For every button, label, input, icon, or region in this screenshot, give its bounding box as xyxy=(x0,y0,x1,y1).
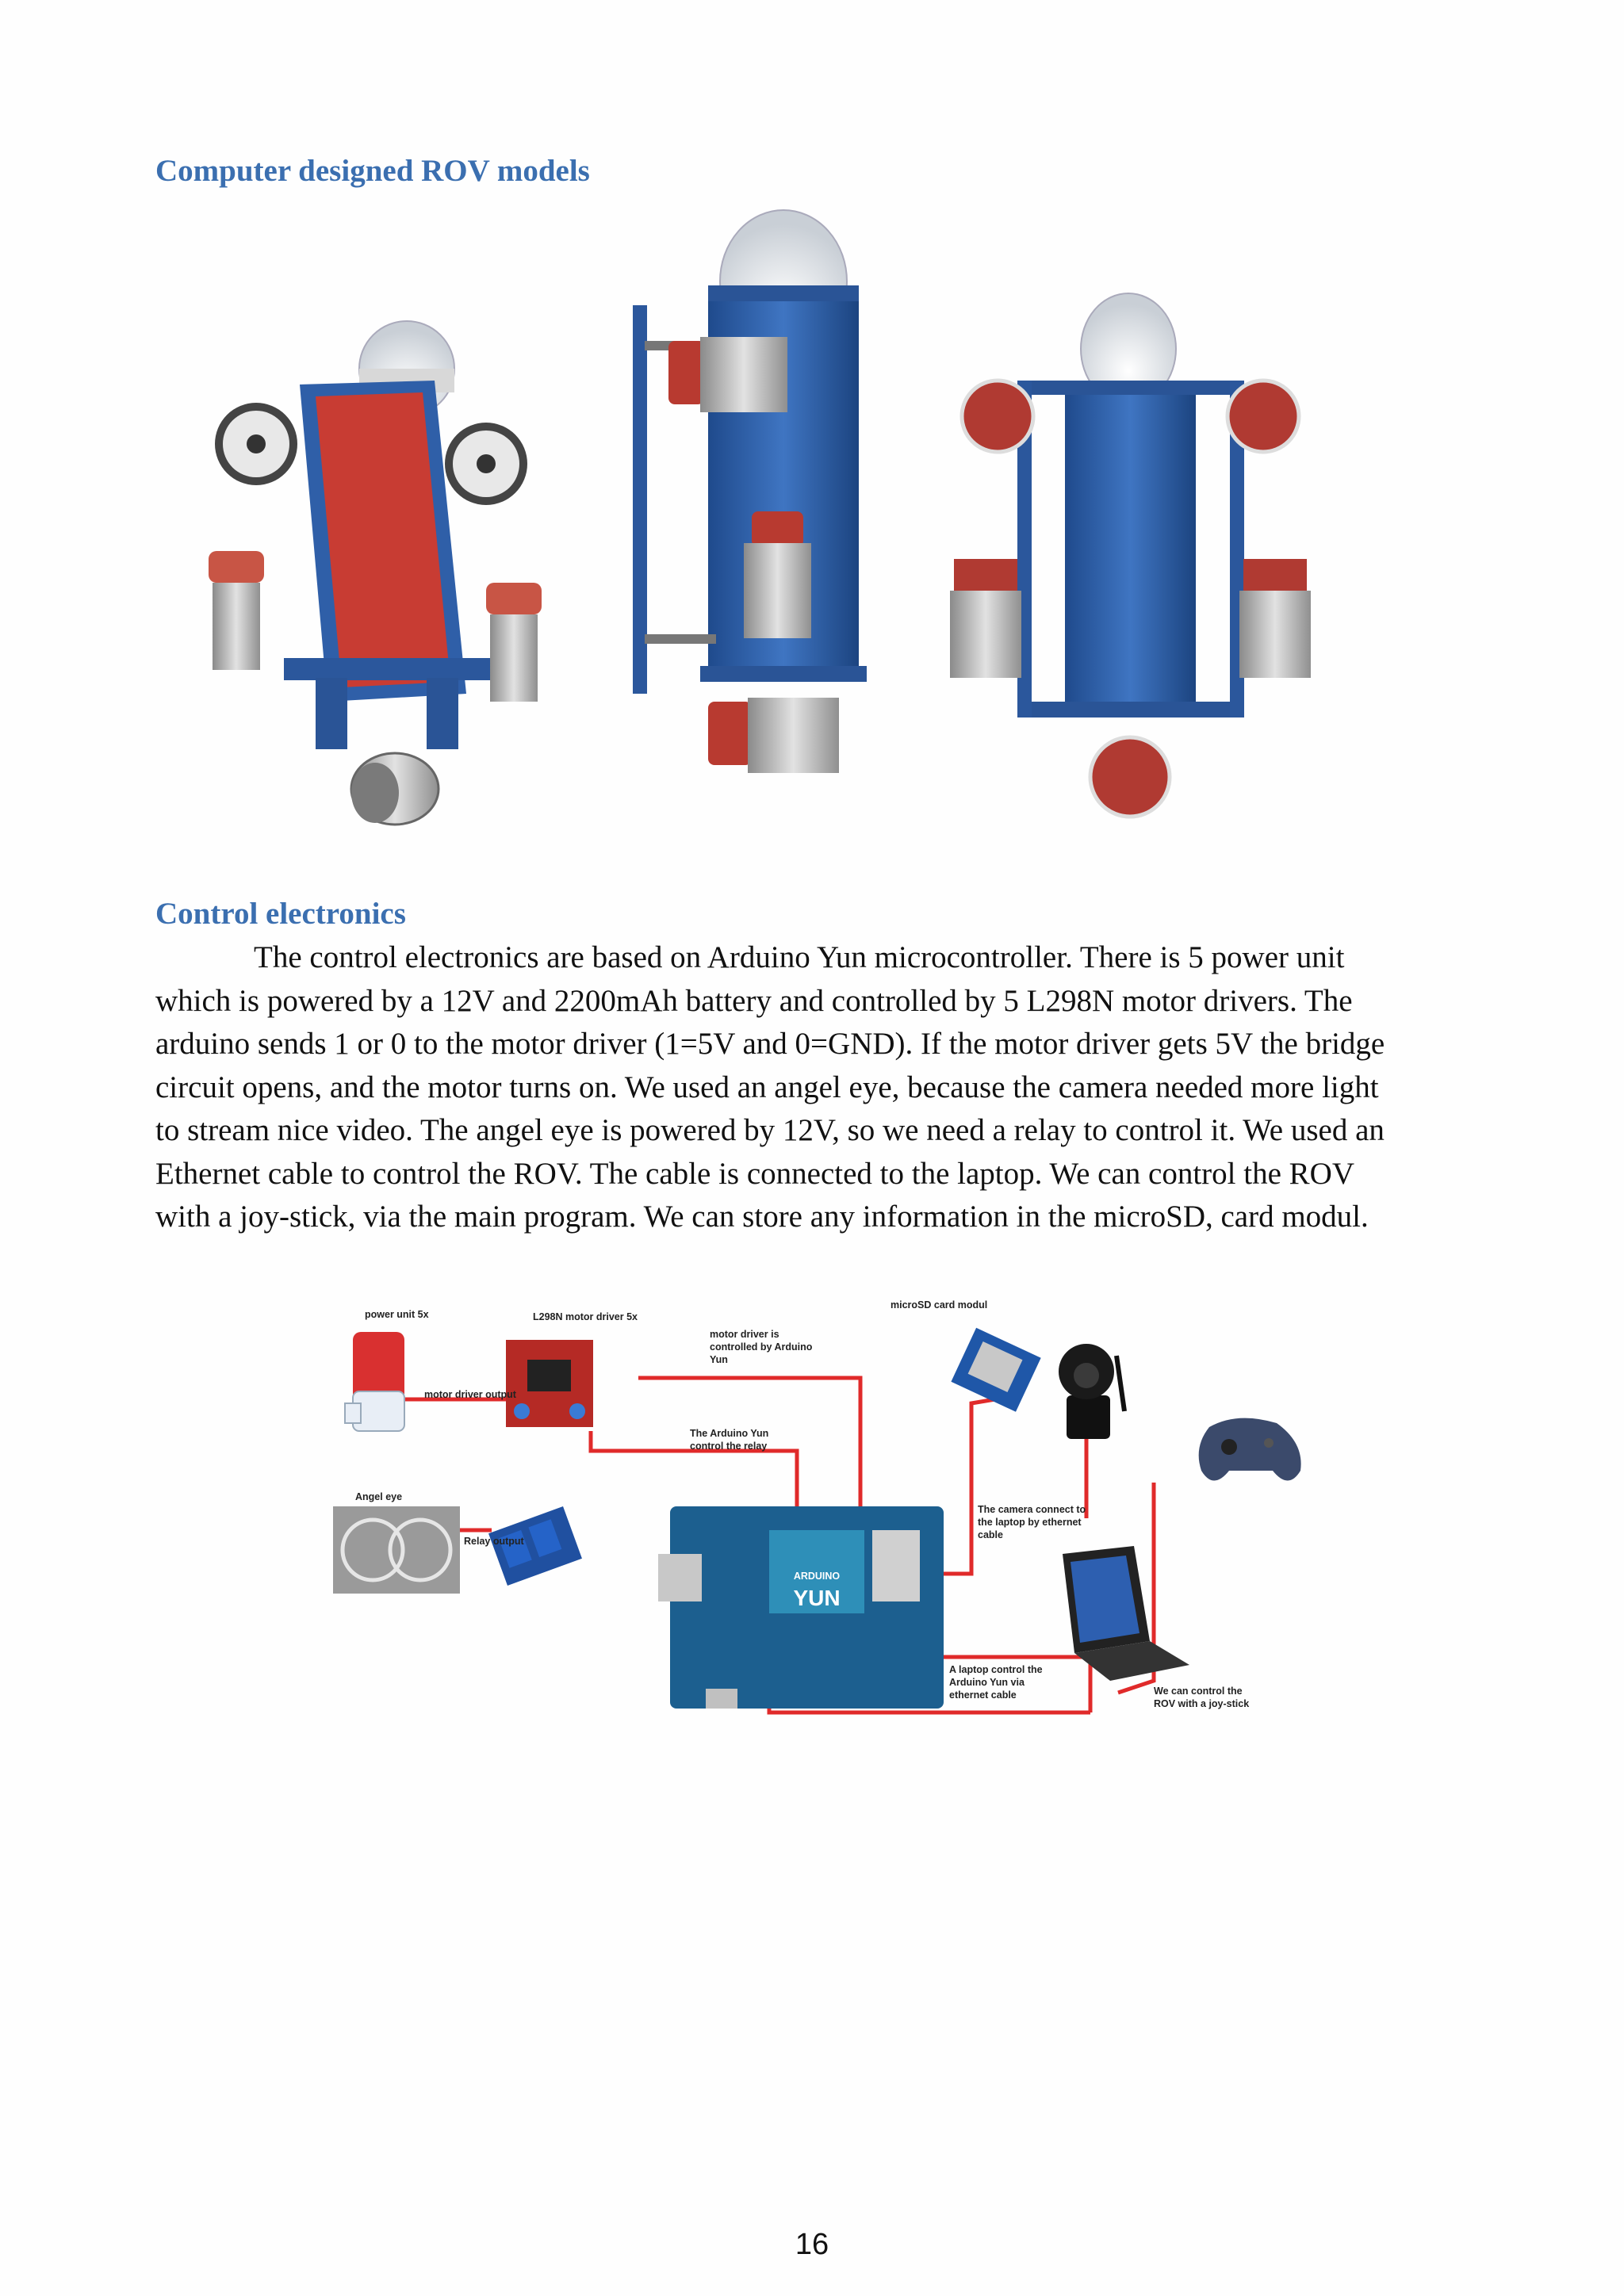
laptop-image xyxy=(1063,1546,1189,1681)
motor-driver-image xyxy=(506,1340,593,1427)
label-angel-eye: Angel eye xyxy=(355,1491,403,1502)
camera-image xyxy=(1059,1344,1124,1439)
label-relay-output: Relay output xyxy=(464,1536,524,1547)
paragraph-line: arduino sends 1 or 0 to the motor driver (1=5V and 0=GND). If the motor driver gets 5V the bridge xyxy=(155,1027,1385,1061)
label-motor-driver: L298N motor driver 5x xyxy=(533,1311,638,1322)
rov-model-side xyxy=(633,210,867,773)
label-arduino-relay: The Arduino Yun xyxy=(690,1428,769,1439)
label-power-unit: power unit 5x xyxy=(365,1309,429,1320)
label-camera: cable xyxy=(978,1529,1003,1540)
power-unit-image xyxy=(345,1332,404,1431)
rov-models-figure xyxy=(153,202,1390,872)
label-driver-controlled: motor driver is xyxy=(710,1329,779,1340)
rov-model-front xyxy=(209,321,542,825)
heading-rov-models: Computer designed ROV models xyxy=(155,154,590,188)
board-logo-text: ARDUINO xyxy=(793,1571,841,1582)
board-name-text: YUN xyxy=(793,1586,841,1610)
paragraph-line: circuit opens, and the motor turns on. We used an angel eye, because the camera needed more light xyxy=(155,1070,1379,1104)
electronics-diagram xyxy=(325,1292,1316,1760)
label-laptop: ethernet cable xyxy=(949,1689,1017,1701)
arduino-yun-board xyxy=(658,1506,944,1709)
label-laptop: Arduino Yun via xyxy=(949,1677,1025,1688)
paragraph-line: with a joy-stick, via the main program. We can store any information in the microSD, card modul. xyxy=(155,1200,1369,1234)
body-paragraph xyxy=(155,936,1470,1239)
label-joystick: ROV with a joy-stick xyxy=(1154,1698,1250,1709)
label-camera: The camera connect to xyxy=(978,1504,1086,1515)
paragraph-line: which is powered by a 12V and 2200mAh battery and controlled by 5 L298N motor drivers. The xyxy=(155,983,1353,1018)
label-joystick: We can control the xyxy=(1154,1686,1243,1697)
label-arduino-relay: control the relay xyxy=(690,1441,768,1452)
label-driver-controlled: Yun xyxy=(710,1354,728,1365)
rov-model-back xyxy=(950,293,1311,817)
joystick-image xyxy=(1199,1418,1301,1481)
label-driver-controlled: controlled by Arduino xyxy=(710,1341,813,1353)
microsd-module-image xyxy=(951,1328,1040,1412)
paragraph-line: to stream nice video. The angel eye is powered by 12V, so we need a relay to control it. We used an xyxy=(155,1113,1385,1147)
label-laptop: A laptop control the xyxy=(949,1664,1043,1675)
paragraph-line: Ethernet cable to control the ROV. The cable is connected to the laptop. We can control the ROV xyxy=(155,1156,1354,1191)
paragraph-line: The control electronics are based on Arduino Yun microcontroller. There is 5 power unit xyxy=(254,940,1345,974)
label-motor-driver-output: motor driver output xyxy=(424,1389,516,1400)
label-microsd: microSD card modul xyxy=(891,1299,988,1311)
angel-eye-image xyxy=(333,1506,460,1594)
page-number: 16 xyxy=(795,2228,829,2261)
label-camera: the laptop by ethernet xyxy=(978,1517,1082,1528)
heading-control-electronics: Control electronics xyxy=(155,897,406,931)
